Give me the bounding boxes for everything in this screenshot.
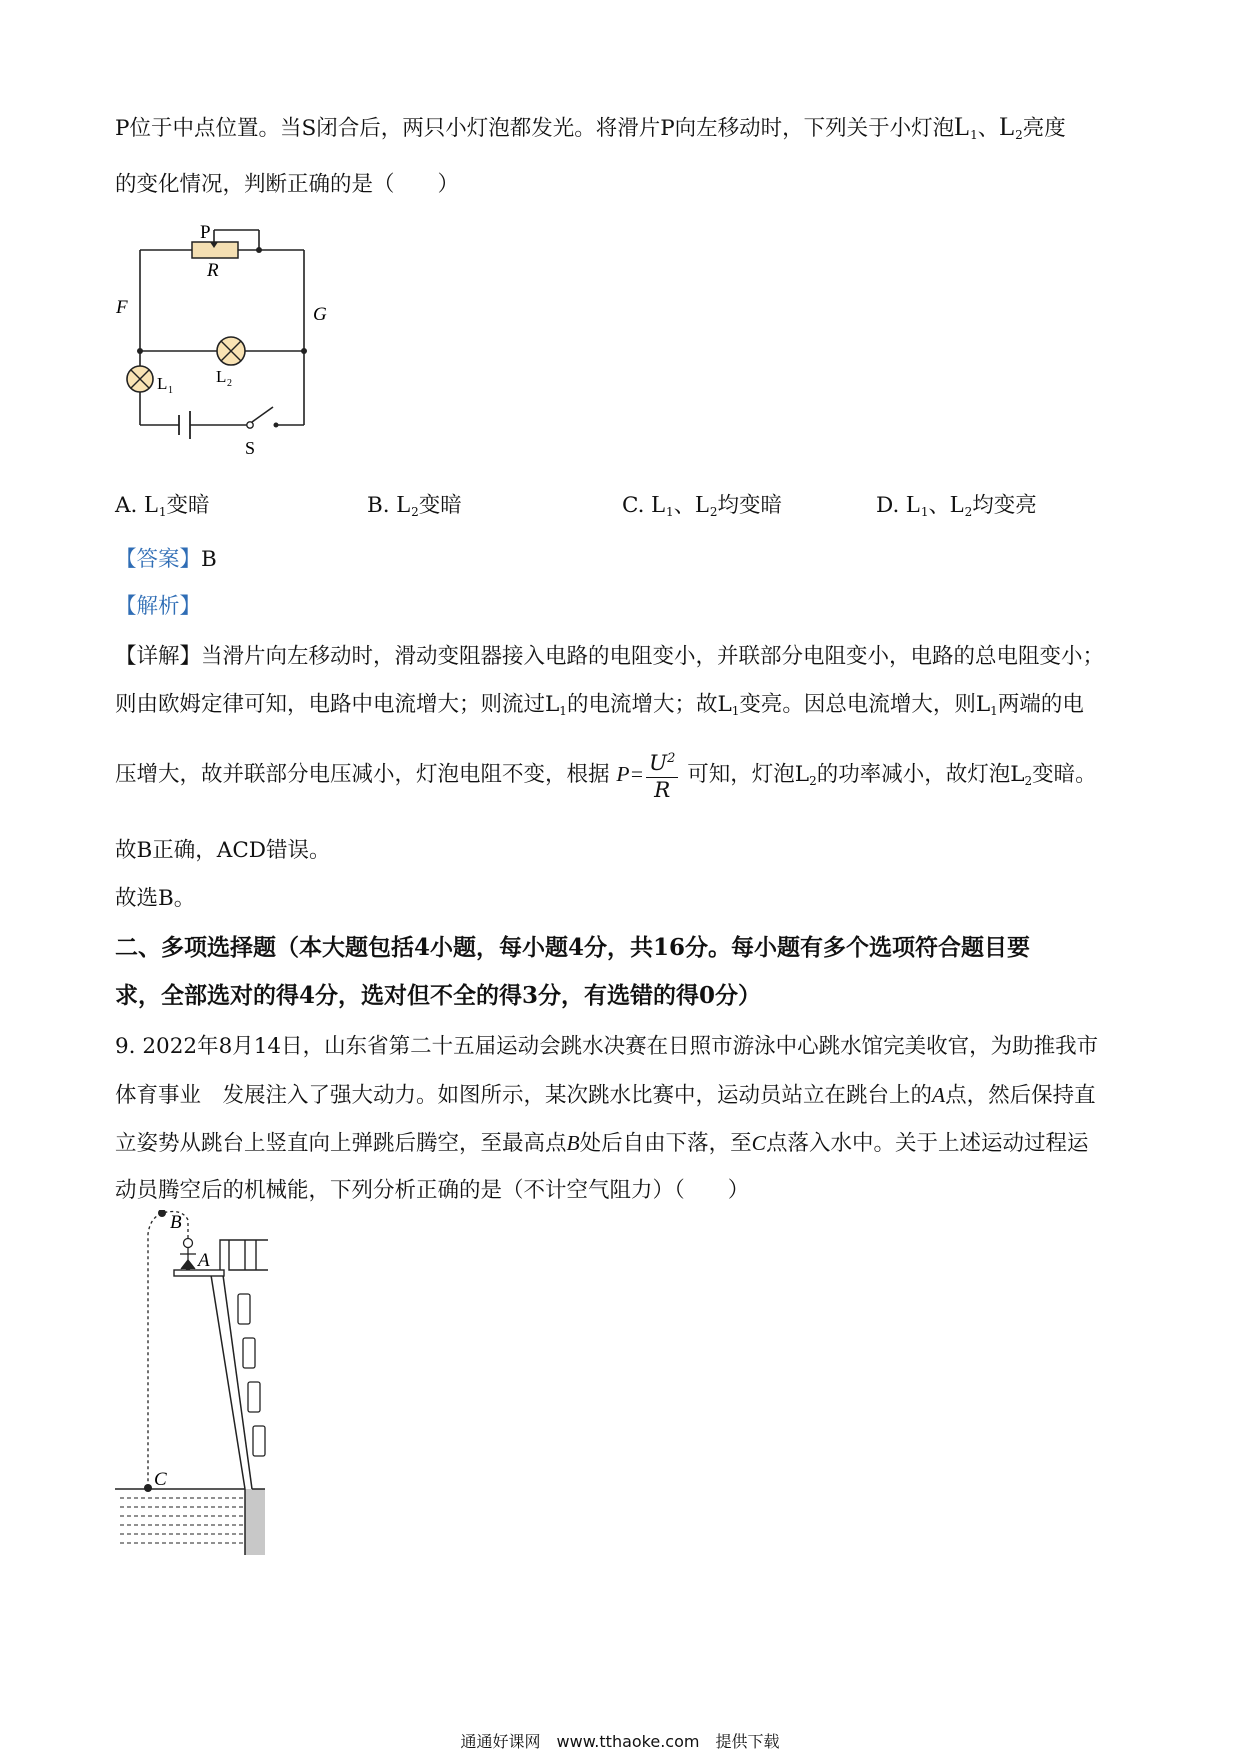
detail-line5: 故选B。 <box>115 886 196 911</box>
option-d[interactable]: D. $L_1$、$L_2$均变亮 <box>876 492 1037 519</box>
tower-windows <box>238 1294 265 1456</box>
label-a: A <box>198 1250 210 1271</box>
q9-line1: 9. 2022年8月14日，山东省第二十五届运动会跳水决赛在日照市游泳中心跳水馆完美收官，为助推我市 <box>115 1034 1099 1059</box>
label-g: G <box>313 304 327 325</box>
page-footer: 通通好课网 www.tthaoke.com 提供下载 <box>460 1732 780 1751</box>
q9-line4: 动员腾空后的机械能，下列分析正确的是（不计空气阻力）（ ） <box>115 1178 750 1203</box>
trajectory <box>148 1212 188 1488</box>
analysis-label: 【解析】 <box>115 594 202 619</box>
detail-line4: 故B正确，ACD错误。 <box>115 838 331 863</box>
label-c: C <box>154 1469 167 1490</box>
section2-heading-line2: 求，全部选对的得4分，选对但不全的得3分，有选错的得0分） <box>115 982 762 1009</box>
option-c[interactable]: C. $L_1$、$L_2$均变暗 <box>622 492 783 519</box>
diving-diagram <box>110 1210 280 1560</box>
q8-line2: 的变化情况，判断正确的是（ ） <box>115 172 460 197</box>
answer-line: 【答案】B <box>115 547 217 572</box>
label-b: B <box>170 1212 182 1233</box>
label-f: F <box>116 297 128 318</box>
tower-railing <box>220 1240 268 1270</box>
label-l1: L <box>157 374 168 393</box>
point-b <box>158 1210 166 1217</box>
lamp-l1-icon <box>127 366 153 392</box>
detail-line3: 压增大，故并联部分电压减小，灯泡电阻不变，根据 P= $\frac{U^2}{R}$ 可知，灯泡$L_2$的功率减小，故灯泡$L_2$变暗。 <box>115 746 1125 804</box>
section2-heading-line1: 二、多项选择题（本大题包括4小题，每小题4分，共16分。每小题有多个选项符合题目要 <box>115 934 1031 961</box>
water <box>120 1498 243 1543</box>
power-formula: $\frac{U^2}{R}$ <box>646 746 678 804</box>
label-l2-sub: 2 <box>227 378 232 389</box>
circuit-diagram <box>110 220 350 460</box>
point-a <box>186 1266 191 1271</box>
detail-line2: 则由欧姆定律可知，电路中电流增大；则流过$L_1$的电流增大；故$L_1$变亮。因总电流增大，则$L_1$两端的电 <box>115 692 1084 718</box>
label-s: S <box>245 438 256 458</box>
wall-shading <box>245 1489 265 1555</box>
q8-line1: P位于中点位置。当S闭合后，两只小灯泡都发光。将滑片P向左移动时，下列关于小灯泡$L_1$、$L_2$亮度 <box>115 112 1066 142</box>
q9-line2: 体育事业 发展注入了强大动力。如图所示，某次跳水比赛中，运动员站立在跳台上的A点，然后保持直 <box>115 1083 1096 1108</box>
q9-line3: 立姿势从跳台上竖直向上弹跳后腾空，至最高点B处后自由下落，至C点落入水中。关于上述运动过程运 <box>115 1131 1089 1156</box>
point-c <box>144 1484 152 1492</box>
label-l1-sub: 1 <box>168 385 173 396</box>
option-b[interactable]: B. $L_2$变暗 <box>367 492 462 519</box>
option-a[interactable]: A. $L_1$变暗 <box>115 492 210 519</box>
detail-line1: 【详解】当滑片向左移动时，滑动变阻器接入电路的电阻变小，并联部分电阻变小，电路的总电阻变小； <box>115 644 1105 669</box>
lamp-l2-icon <box>217 337 245 365</box>
label-l2: L <box>216 367 227 386</box>
label-p: P <box>200 222 211 243</box>
label-r: R <box>207 260 219 281</box>
